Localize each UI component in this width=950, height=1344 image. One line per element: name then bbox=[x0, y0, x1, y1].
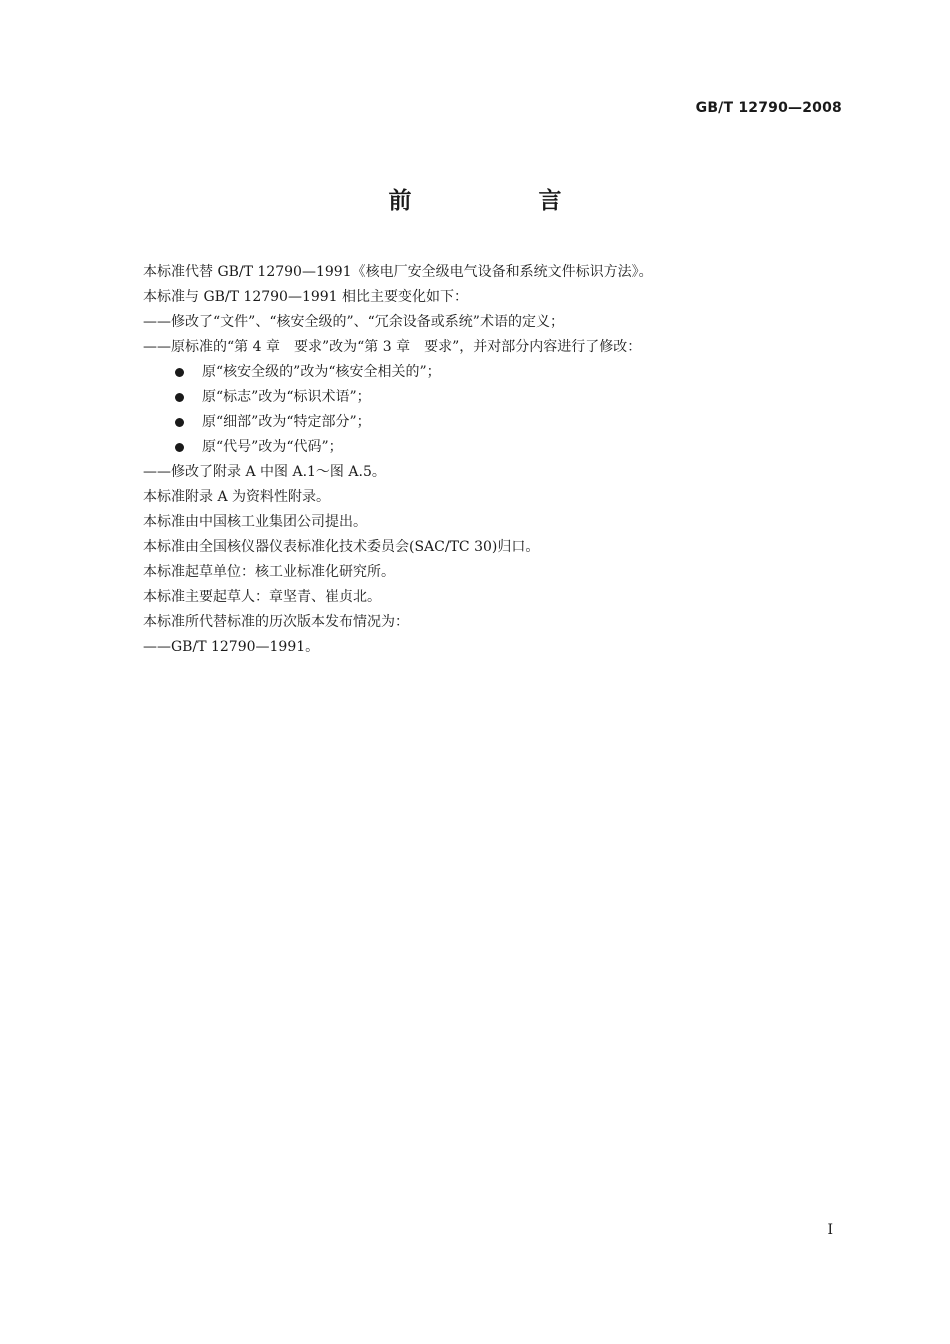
paragraph-appendix: 本标准附录 A 为资料性附录。 bbox=[143, 489, 331, 505]
bullet-text: 原“细部”改为“特定部分”； bbox=[202, 414, 371, 430]
page-number: I bbox=[827, 1222, 833, 1238]
bullet-text: 原“核安全级的”改为“核安全相关的”； bbox=[202, 364, 441, 380]
bullet-dot-icon bbox=[175, 443, 184, 452]
paragraph-history-intro: 本标准所代替标准的历次版本发布情况为： bbox=[143, 614, 409, 630]
standard-number: GB/T 12790—2008 bbox=[695, 100, 842, 116]
change-item-appendix: ——修改了附录 A 中图 A.1～图 A.5。 bbox=[143, 464, 386, 480]
bullet-dot-icon bbox=[175, 368, 184, 377]
paragraph-centralized-by: 本标准由全国核仪器仪表标准化技术委员会(SAC/TC 30)归口。 bbox=[143, 539, 540, 555]
bullet-text: 原“代号”改为“代码”； bbox=[202, 439, 343, 455]
bullet-dot-icon bbox=[175, 393, 184, 402]
bullet-item bbox=[143, 435, 823, 460]
paragraph-proposed-by: 本标准由中国核工业集团公司提出。 bbox=[143, 514, 367, 530]
bullet-dot-icon bbox=[175, 418, 184, 427]
paragraph-changes-intro: 本标准与 GB/T 12790—1991 相比主要变化如下： bbox=[143, 289, 469, 305]
paragraph-drafting-unit: 本标准起草单位：核工业标准化研究所。 bbox=[143, 564, 395, 580]
bullet-item bbox=[143, 410, 823, 435]
paragraph-replaces: 本标准代替 GB/T 12790—1991《核电厂安全级电气设备和系统文件标识方法》。 bbox=[143, 264, 653, 280]
bullet-item bbox=[143, 385, 823, 410]
history-item: ——GB/T 12790—1991。 bbox=[143, 639, 320, 655]
change-item-chapter: ——原标准的“第 4 章 要求”改为“第 3 章 要求”，并对部分内容进行了修改： bbox=[143, 339, 642, 355]
foreword-body bbox=[143, 260, 823, 660]
paragraph-drafters: 本标准主要起草人：章坚青、崔贞北。 bbox=[143, 589, 381, 605]
page-title: 前 言 bbox=[388, 188, 614, 214]
bullet-item bbox=[143, 360, 823, 385]
change-item-definitions: ——修改了“文件”、“核安全级的”、“冗余设备或系统”术语的定义； bbox=[143, 314, 564, 330]
bullet-text: 原“标志”改为“标识术语”； bbox=[202, 389, 371, 405]
